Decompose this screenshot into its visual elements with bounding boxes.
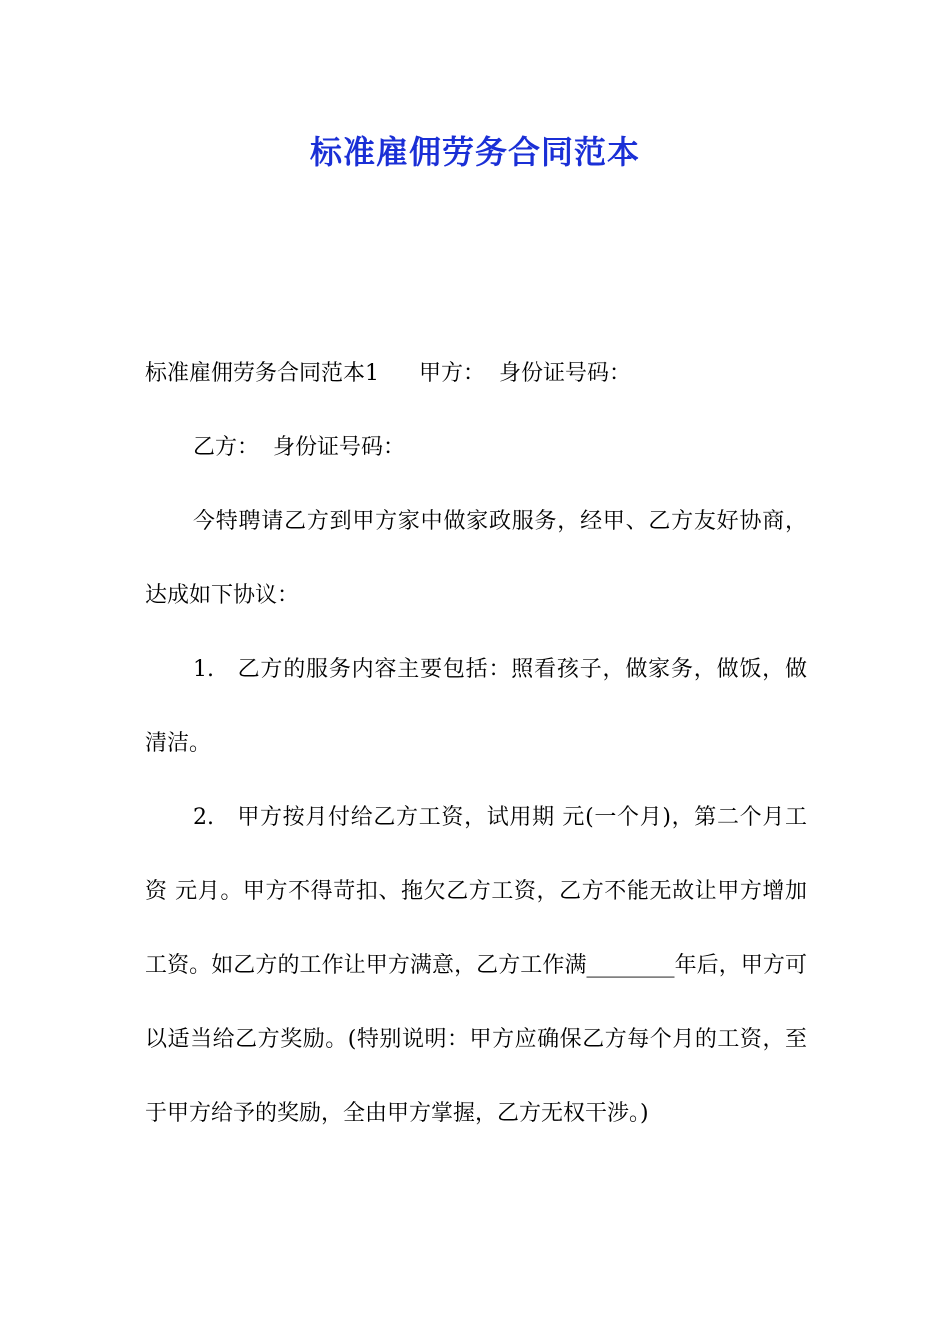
party-b-label: 乙方： — [193, 435, 260, 460]
document-title: 标准雇佣劳务合同范本 — [309, 133, 640, 171]
party-b-line — [145, 411, 807, 485]
party-b-id-label: 身份证号码： — [273, 435, 406, 460]
section-title: 标准雇佣劳务合同范本1 — [145, 361, 379, 386]
clause-1-paragraph: 1. 乙方的服务内容主要包括：照看孩子，做家务，做饭，做清洁。 — [145, 657, 807, 756]
party-a-id-label: 身份证号码： — [499, 361, 632, 386]
intro-paragraph: 今特聘请乙方到甲方家中做家政服务，经甲、乙方友好协商，达成如下协议： — [145, 509, 807, 608]
document-body — [145, 337, 807, 1151]
party-a-label: 甲方： — [419, 361, 486, 386]
clause-2-paragraph: 2. 甲方按月付给乙方工资，试用期 元(一个月)，第二个月工资 元月。甲方不得苛扣、拖欠乙方工资，乙方不能无故让甲方增加工资。如乙方的工作让甲方满意，乙方工作满________年后，甲方可以适当给乙方奖励。(特别说明：甲方应确保乙方每个月的工资，至于甲方给予的奖励，全由甲方掌握，乙方无权干涉。) — [145, 805, 807, 1126]
contract-header-line — [145, 337, 807, 411]
